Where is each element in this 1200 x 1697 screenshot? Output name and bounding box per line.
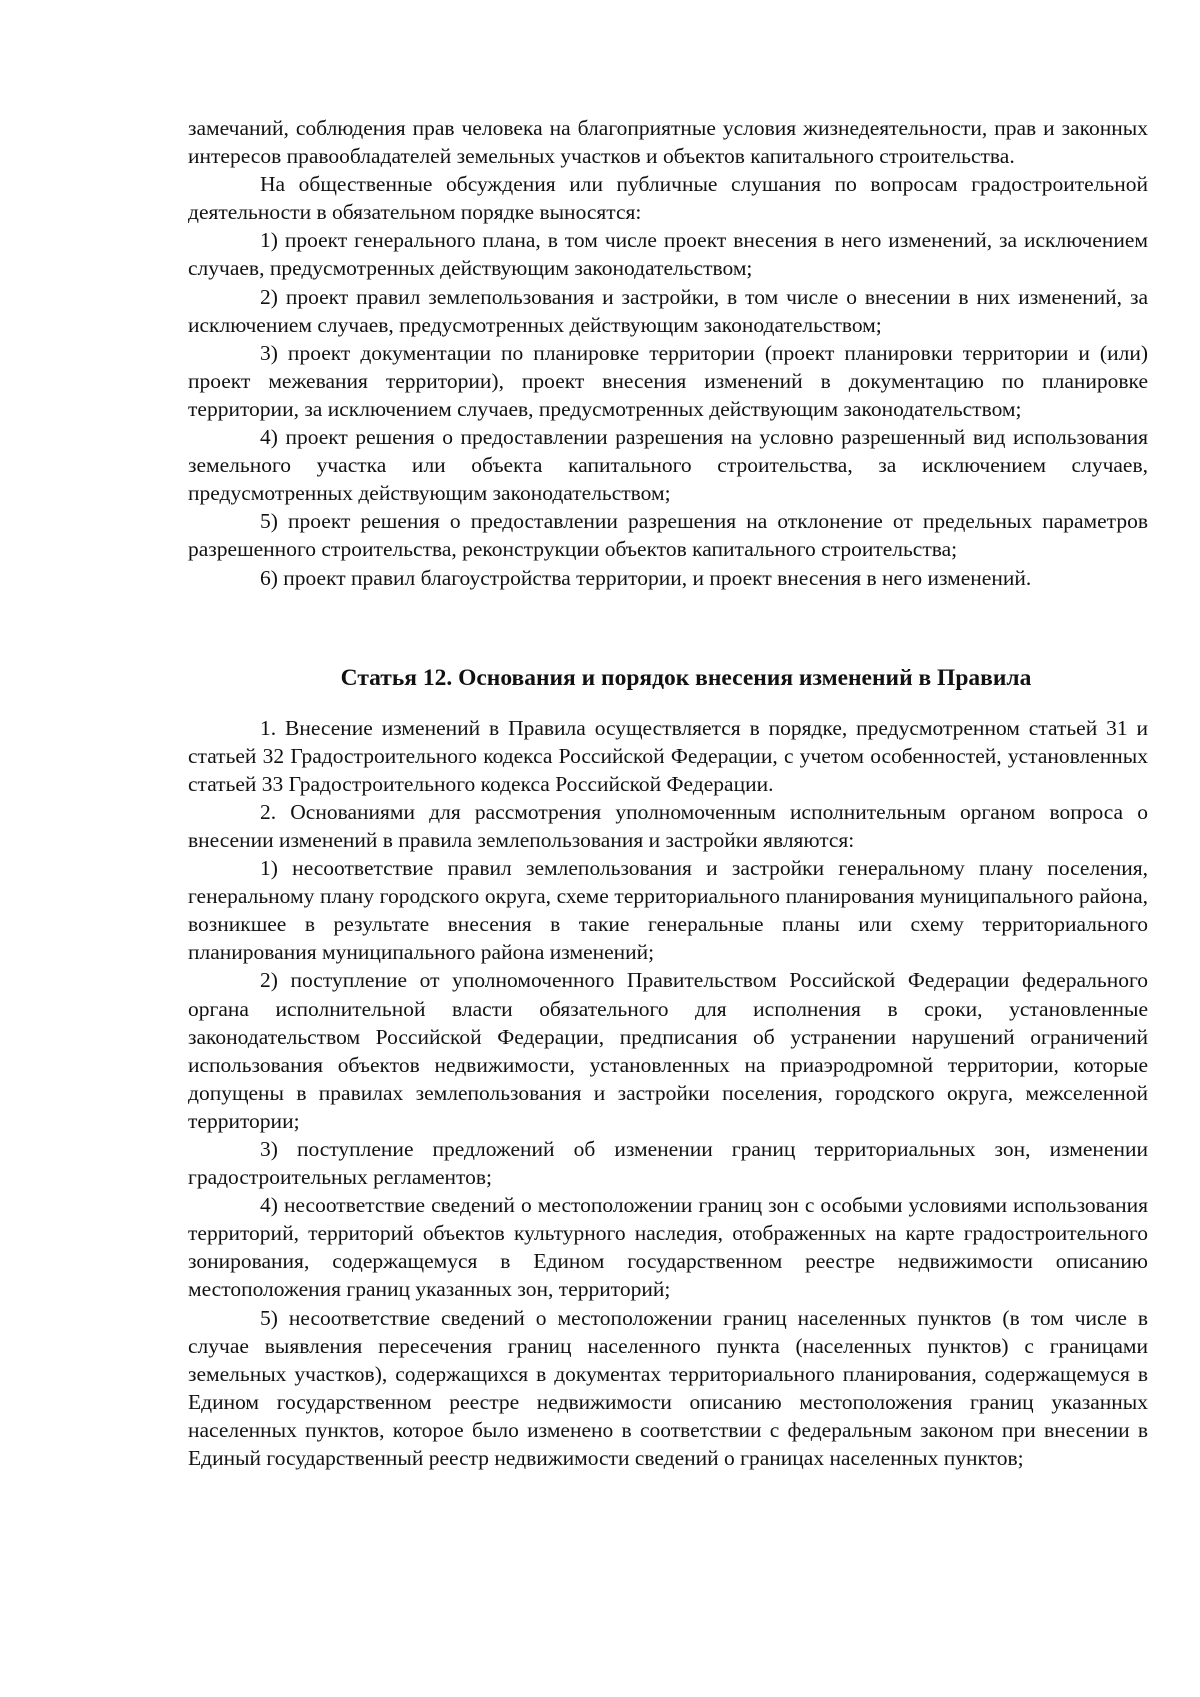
list-item: 2) поступление от уполномоченного Правительством Российской Федерации федерального органа исполнительной власти обязательного для исполнения в сроки, установленные законодательством Российской Федерации, предписания об устранении нарушений ограничений использования объектов недвижимости, установленных на приаэродромной территории, которые допущены в правилах землепользования и застройки поселения, городского округа, межселенной территории; <box>188 968 1148 1133</box>
list-item: 5) проект решения о предоставлении разрешения на отклонение от предельных параметров разрешенного строительства, реконструкции объектов капитального строительства; <box>188 509 1148 562</box>
article-paragraph: 2. Основаниями для рассмотрения уполномоченным исполнительным органом вопроса о внесении изменений в правила землепользования и застройки являются: <box>188 799 1148 852</box>
document-page <box>188 114 1148 1472</box>
article-paragraph: 1. Внесение изменений в Правила осуществляется в порядке, предусмотренном статьей 31 и статьей 32 Градостроительного кодекса Российской Федерации, с учетом особенностей, установленных статьей 33 Градостроительного кодекса Российской Федерации. <box>188 715 1148 796</box>
article-heading: Статья 12. Основания и порядок внесения изменений в Правила <box>340 664 1032 691</box>
list-item: 6) проект правил благоустройства территории, и проект внесения в него изменений. <box>260 565 1032 590</box>
list-item: 3) поступление предложений об изменении границ территориальных зон, изменении градостроительных регламентов; <box>188 1137 1148 1190</box>
list-item: 1) несоответствие правил землепользования и застройки генеральному плану поселения, генеральному плану городского округа, схеме территориального планирования муниципального района, возникшее в результате внесения в такие генеральные планы или схему территориального планирования муниципального района изменений; <box>188 856 1148 965</box>
list-item: 5) несоответствие сведений о местоположении границ населенных пунктов (в том числе в случае выявления пересечения границ населенного пункта (населенных пунктов) с границами земельных участков), содержащихся в документах территориального планирования, содержащемуся в Едином государственном реестре недвижимости описанию местоположения границ указанных населенных пунктов, которое было изменено в соответствии с федеральным законом при внесении в Единый государственный реестр недвижимости сведений о границах населенных пунктов; <box>188 1305 1148 1471</box>
list-item: 3) проект документации по планировке территории (проект планировки территории и (или) проект межевания территории), проект внесения изменений в документацию по планировке территории, за исключением случаев, предусмотренных действующим законодательством; <box>188 340 1148 421</box>
list-item: 4) несоответствие сведений о местоположении границ зон с особыми условиями использования территорий, территорий объектов культурного наследия, отображенных на карте градостроительного зонирования, содержащемуся в Едином государственном реестре недвижимости описанию местоположения границ указанных зон, территорий; <box>188 1193 1148 1302</box>
list-item: 2) проект правил землепользования и застройки, в том числе о внесении в них изменений, за исключением случаев, предусмотренных действующим законодательством; <box>188 284 1148 337</box>
list-item: 1) проект генерального плана, в том числе проект внесения в него изменений, за исключением случаев, предусмотренных действующим законодательством; <box>188 228 1148 281</box>
intro-lead-paragraph: На общественные обсуждения или публичные слушания по вопросам градостроительной деятельности в обязательном порядке выносятся: <box>188 172 1148 225</box>
list-item: 4) проект решения о предоставлении разрешения на условно разрешенный вид использования земельного участка или объекта капитального строительства, за исключением случаев, предусмотренных действующим законодательством; <box>188 425 1148 506</box>
intro-paragraph: замечаний, соблюдения прав человека на благоприятные условия жизнедеятельности, прав и законных интересов правообладателей земельных участков и объектов капитального строительства. <box>188 116 1148 169</box>
